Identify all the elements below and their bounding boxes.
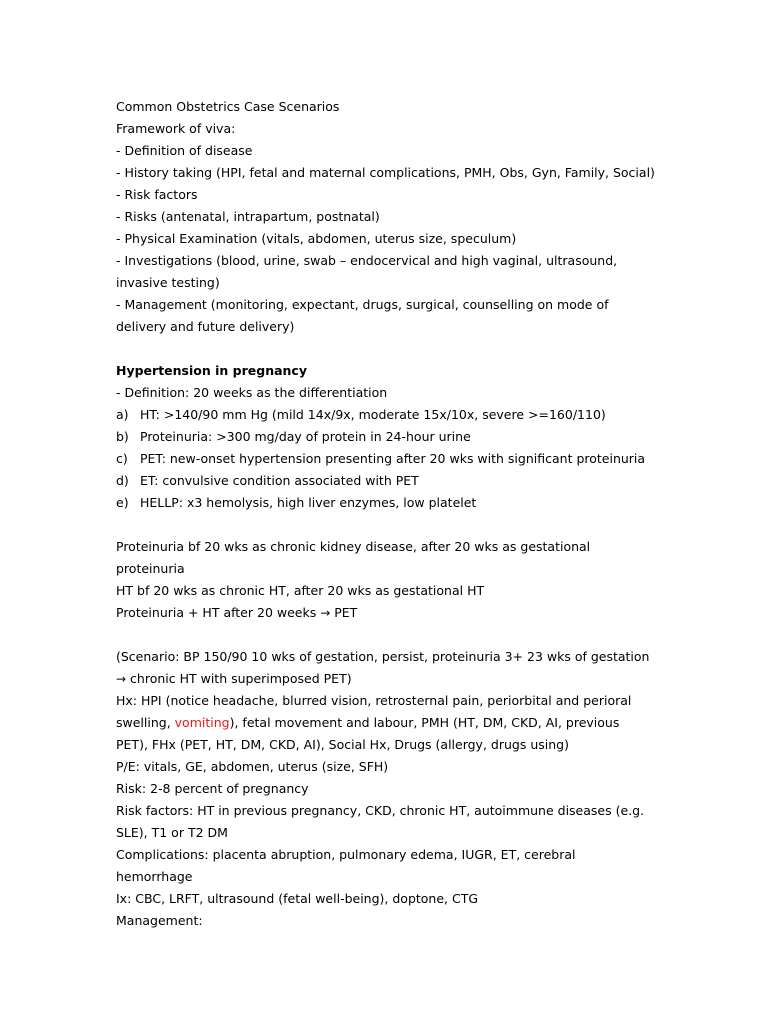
paragraph-spacer [116, 624, 736, 646]
history-text: ), fetal movement and labour, PMH (HT, DM, CKD, AI, previous [229, 715, 620, 730]
pet-line [116, 602, 736, 624]
list-item-text: PET: new-onset hypertension presenting after 20 wks with significant proteinuria [140, 451, 646, 466]
physical-exam-line: P/E: vitals, GE, abdomen, uterus (size, SFH) [116, 759, 389, 774]
complications-line: Complications: placenta abruption, pulmonary edema, IUGR, ET, cerebral [116, 847, 576, 862]
list-marker: a) [116, 407, 129, 422]
list-marker: d) [116, 473, 129, 488]
note-line: HT bf 20 wks as chronic HT, after 20 wks as gestational HT [116, 583, 485, 598]
risk-factors-line: Risk factors: HT in previous pregnancy, CKD, chronic HT, autoimmune diseases (e.g. [116, 803, 645, 818]
framework-item: - History taking (HPI, fetal and maternal complications, PMH, Obs, Gyn, Family, Social) [116, 165, 655, 180]
history-line: PET), FHx (PET, HT, DM, CKD, AI), Social Hx, Drugs (allergy, drugs using) [116, 737, 569, 752]
definition-list-item [116, 492, 736, 514]
scenario-conclusion-text: chronic HT with superimposed PET) [126, 671, 352, 686]
section-heading: Hypertension in pregnancy [116, 363, 307, 378]
pet-line-text: Proteinuria + HT after 20 weeks [116, 605, 321, 620]
document-page [116, 96, 736, 932]
framework-heading: Framework of viva: [116, 121, 236, 136]
framework-item: - Investigations (blood, urine, swab – endocervical and high vaginal, ultrasound, [116, 253, 618, 268]
scenario-conclusion [116, 668, 736, 690]
list-marker: b) [116, 429, 129, 444]
definition-list-item [116, 470, 736, 492]
framework-item: - Management (monitoring, expectant, drugs, surgical, counselling on mode of [116, 297, 609, 312]
framework-item-continued: invasive testing) [116, 275, 220, 290]
pet-line-result: PET [330, 605, 358, 620]
management-line: Management: [116, 913, 203, 928]
history-text: swelling, [116, 715, 175, 730]
paragraph-spacer [116, 338, 736, 360]
risk-line: Risk: 2-8 percent of pregnancy [116, 781, 309, 796]
scenario-line: (Scenario: BP 150/90 10 wks of gestation, persist, proteinuria 3+ 23 wks of gestation [116, 649, 650, 664]
definition-line: - Definition: 20 weeks as the differentiation [116, 385, 388, 400]
paragraph-spacer [116, 514, 736, 536]
definition-list-item [116, 426, 736, 448]
framework-item: - Risk factors [116, 187, 198, 202]
list-item-text: HELLP: x3 hemolysis, high liver enzymes, low platelet [140, 495, 477, 510]
definition-list-item [116, 448, 736, 470]
framework-item-continued: delivery and future delivery) [116, 319, 295, 334]
note-line: proteinuria [116, 561, 185, 576]
list-item-text: ET: convulsive condition associated with PET [140, 473, 419, 488]
framework-item: - Risks (antenatal, intrapartum, postnatal) [116, 209, 380, 224]
highlighted-symptom: vomiting [174, 715, 230, 730]
history-line: Hx: HPI (notice headache, blurred vision, retrosternal pain, periorbital and perioral [116, 693, 632, 708]
definition-list-item [116, 404, 736, 426]
list-marker: c) [116, 451, 128, 466]
document-title: Common Obstetrics Case Scenarios [116, 99, 340, 114]
complications-line: hemorrhage [116, 869, 193, 884]
list-item-text: HT: >140/90 mm Hg (mild 14x/9x, moderate 15x/10x, severe >=160/110) [140, 407, 606, 422]
list-marker: e) [116, 495, 129, 510]
right-arrow-icon: → [116, 672, 127, 686]
framework-item: - Physical Examination (vitals, abdomen, uterus size, speculum) [116, 231, 517, 246]
list-item-text: Proteinuria: >300 mg/day of protein in 24-hour urine [140, 429, 471, 444]
investigations-line: Ix: CBC, LRFT, ultrasound (fetal well-being), doptone, CTG [116, 891, 479, 906]
risk-factors-line: SLE), T1 or T2 DM [116, 825, 228, 840]
right-arrow-icon: → [320, 606, 331, 620]
framework-item: - Definition of disease [116, 143, 253, 158]
history-line [116, 712, 736, 734]
note-line: Proteinuria bf 20 wks as chronic kidney disease, after 20 wks as gestational [116, 539, 591, 554]
